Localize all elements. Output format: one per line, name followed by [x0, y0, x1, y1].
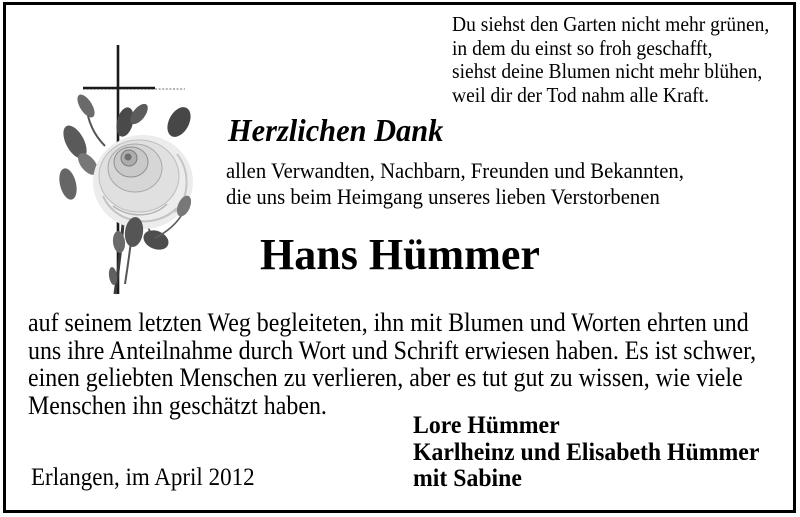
body-line: uns ihre Anteilnahme durch Wort und Schrift erwiesen haben. Es ist schwer,	[28, 335, 757, 365]
mourner-line: Karlheinz und Elisabeth Hümmer	[413, 438, 760, 466]
thanks-heading: Herzlichen Dank	[228, 112, 444, 148]
place-date-line: Erlangen, im April 2012	[31, 464, 255, 491]
memorial-poem	[452, 13, 769, 107]
intro-text	[226, 158, 684, 209]
body-line: Menschen ihn geschätzt haben.	[28, 390, 327, 420]
mourners-signature	[413, 413, 759, 493]
intro-line: allen Verwandten, Nachbarn, Freunden und Bekannten,	[226, 158, 684, 183]
intro-line: die uns beim Heimgang unseres lieben Verstorbenen	[226, 183, 660, 209]
acknowledgment-text	[28, 309, 756, 419]
poem-line: weil dir der Tod nahm alle Kraft.	[452, 82, 709, 107]
body-line: auf seinem letzten Weg begleiteten, ihn mit Blumen und Worten ehrten und	[28, 308, 749, 337]
mourner-line: Lore Hümmer	[413, 412, 560, 439]
deceased-name: Hans Hümmer	[260, 230, 540, 279]
poem-line: in dem du einst so froh geschafft,	[452, 35, 713, 60]
mourner-line: mit Sabine	[413, 465, 522, 492]
poem-line: siehst deine Blumen nicht mehr blühen,	[452, 59, 763, 83]
poem-line: Du siehst den Garten nicht mehr grünen,	[452, 12, 770, 36]
body-line: einen geliebten Menschen zu verlieren, aber es tut gut zu wissen, wie viele	[28, 363, 743, 392]
